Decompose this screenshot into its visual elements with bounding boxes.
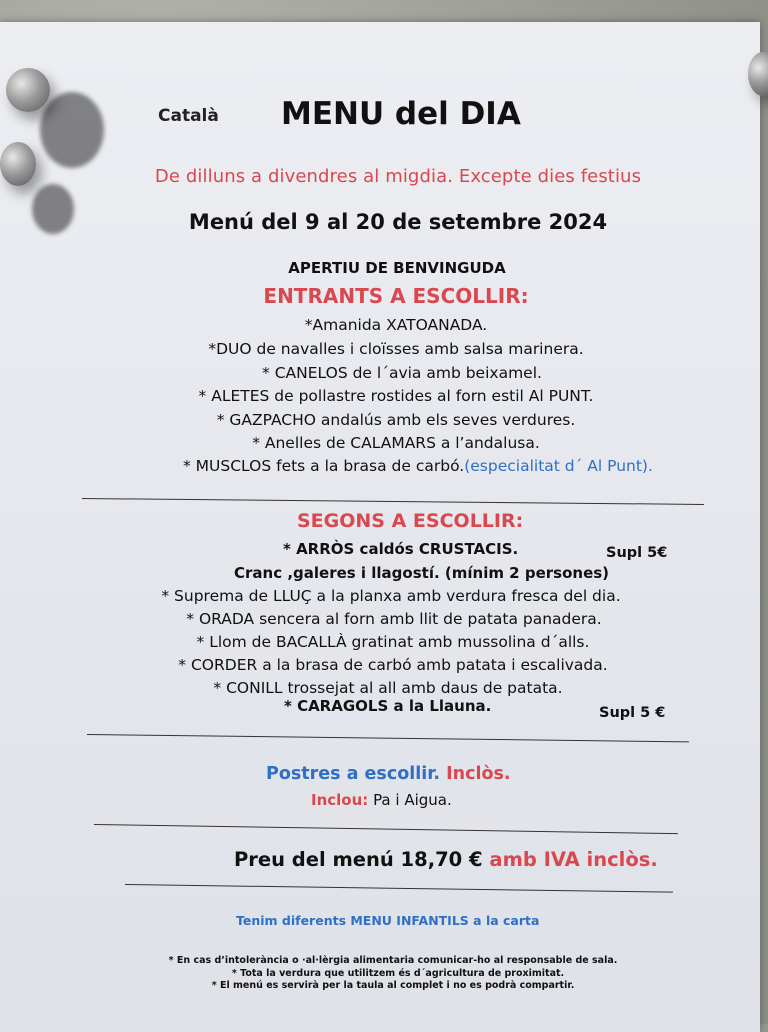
- footnote: * En cas d’intolerància o ·al·lèrgia alimentaria comunicar-ho al responsable de sala.: [168, 955, 618, 966]
- starter-item: * ALETES de pollastre rostides al forn estil Al PUNT.: [198, 387, 594, 405]
- snails-supplement: Supl 5 €: [599, 705, 666, 721]
- includes-value: Pa i Aigua.: [373, 791, 452, 809]
- date-range: Menú del 9 al 20 de setembre 2024: [188, 210, 608, 234]
- rice-supplement: Supl 5€: [606, 545, 668, 561]
- main-item-snails: * CARAGOLS a la Llauna.: [284, 697, 492, 715]
- pin-icon: [6, 68, 50, 112]
- main-item: * Suprema de LLUÇ a la planxa amb verdura fresca del dia.: [161, 587, 621, 605]
- starters-heading: ENTRANTS A ESCOLLIR:: [263, 284, 529, 308]
- pin-shadow: [40, 92, 104, 168]
- main-item: * CONILL trossejat al all amb daus de patata.: [213, 679, 563, 697]
- footnote: * Tota la verdura que utilitzem és d´agricultura de proximitat.: [231, 968, 565, 979]
- main-item: * Llom de BACALLÀ gratinat amb mussolina d´alls.: [196, 633, 590, 651]
- starter-item: * CANELOS de l´avia amb beixamel.: [262, 364, 542, 382]
- mains-heading: SEGONS A ESCOLLIR:: [297, 510, 524, 532]
- price-vat: amb IVA inclòs.: [489, 848, 658, 871]
- starter-item: [183, 457, 653, 475]
- starter-item: *DUO de navalles i cloïsses amb salsa marinera.: [208, 340, 584, 358]
- footnote: * El menú es servirà per la taula al complet i no es podrà compartir.: [211, 980, 575, 991]
- price-label: Preu del menú 18,70 €: [234, 848, 483, 871]
- desserts-included: Inclòs.: [446, 764, 511, 784]
- welcome-aperitif: APERTIU DE BENVINGUDA: [288, 259, 506, 277]
- main-item-rice: * ARRÒS caldós CRUSTACIS.: [283, 540, 519, 558]
- kids-menu-note: Tenim diferents MENU INFANTILS a la carta: [236, 913, 540, 928]
- schedule-text: De dilluns a divendres al migdia. Excepte dies festius: [154, 166, 642, 187]
- page-title: MENU del DIA: [281, 96, 521, 132]
- includes-line: [311, 791, 452, 809]
- includes-label: Inclou:: [311, 791, 369, 809]
- starter-item: * GAZPACHO andalús amb els seves verdures.: [216, 411, 576, 429]
- main-item: * CORDER a la brasa de carbó amb patata i escalivada.: [178, 656, 608, 674]
- price-line: [234, 848, 658, 871]
- specialty-note: (especialitat d´ Al Punt).: [464, 457, 653, 475]
- rice-detail: Cranc ,galeres i llagostí. (mínim 2 persones): [234, 564, 610, 582]
- starter-item: * Anelles de CALAMARS a l’andalusa.: [252, 434, 540, 452]
- starter-item-text: * MUSCLOS fets a la brasa de carbó.: [183, 457, 465, 475]
- language-label: Català: [158, 106, 219, 126]
- desserts-line: [266, 764, 511, 784]
- starter-item: *Amanida XATOANADA.: [304, 316, 488, 334]
- desserts-label: Postres a escollir.: [266, 764, 441, 784]
- main-item: * ORADA sencera al forn amb llit de patata panadera.: [186, 610, 602, 628]
